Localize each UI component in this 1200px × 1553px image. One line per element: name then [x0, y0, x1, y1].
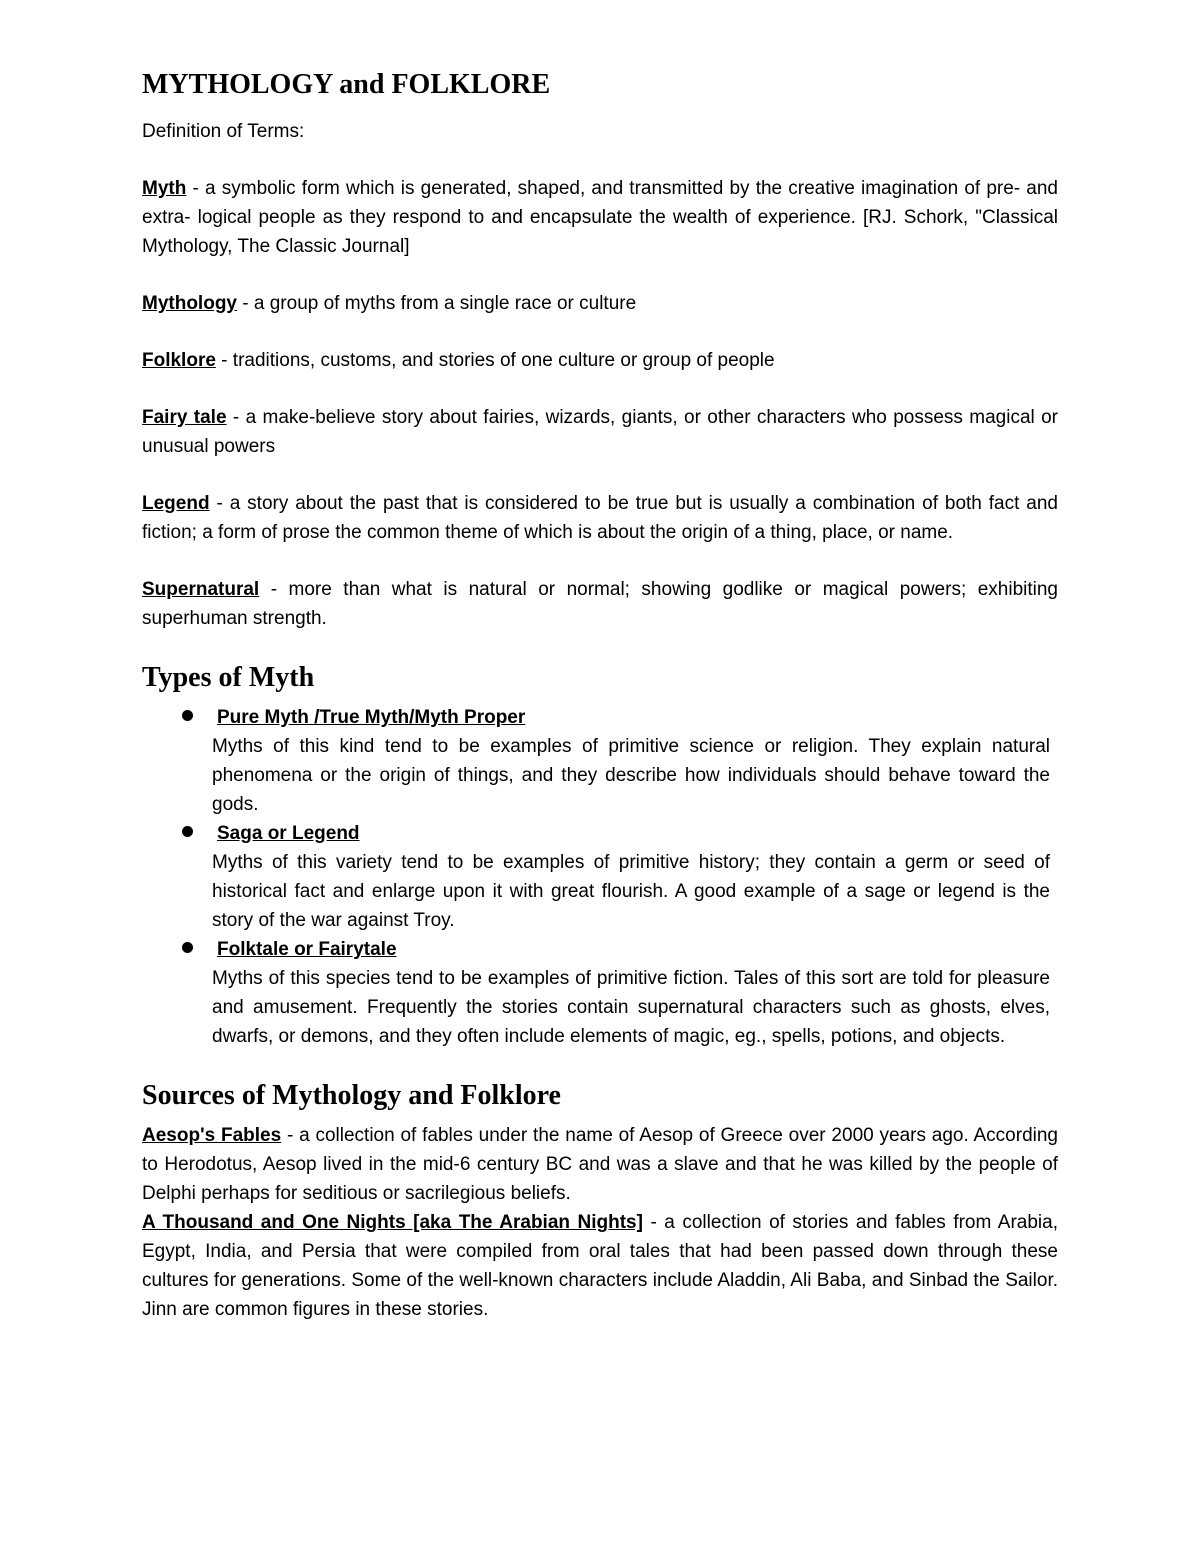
type-description: Myths of this species tend to be examples of primitive fiction. Tales of this sort are told for pleasure and amusement. Frequently the stories contain supernatural characters such as ghosts, elves, dwarfs, or demons, and they often include elements of magic, eg., spells, potions, and objects.	[212, 968, 1050, 1047]
type-description: Myths of this kind tend to be examples of primitive science or religion. They explain natural phenomena or the origin of things, and they describe how individuals should behave toward the gods.	[212, 736, 1050, 815]
types-heading: Types of Myth	[142, 662, 315, 693]
term-label: Mythology	[142, 293, 237, 314]
document-page	[142, 68, 1058, 1324]
source-aesops-fables	[142, 1121, 1058, 1208]
bullet-icon	[182, 710, 193, 721]
source-text: - a collection of stories and fables from Arabia, Egypt, India, and Persia that were compiled from oral tales that had been passed down through these cultures for generations. Some of the well-known characters include Aladdin, Ali Baba, and Sinbad the Sailor. Jinn are common figures in these stories.	[142, 1212, 1058, 1320]
sources-heading: Sources of Mythology and Folklore	[142, 1080, 561, 1111]
definition-legend	[142, 489, 1058, 547]
definition-supernatural	[142, 575, 1058, 633]
list-item	[142, 819, 1058, 935]
definition-text: - a make-believe story about fairies, wizards, giants, or other characters who possess magical or unusual powers	[142, 407, 1058, 457]
list-item	[142, 935, 1058, 1051]
term-label: Legend	[142, 493, 210, 514]
definition-text: - a group of myths from a single race or culture	[237, 293, 637, 314]
term-label: Fairy tale	[142, 407, 227, 428]
term-label: Supernatural	[142, 579, 260, 600]
definitions-subtitle: Definition of Terms:	[142, 121, 305, 142]
definition-text: - more than what is natural or normal; showing godlike or magical powers; exhibiting superhuman strength.	[142, 579, 1058, 629]
definition-mythology	[142, 289, 1058, 318]
bullet-icon	[182, 826, 193, 837]
term-label: Myth	[142, 178, 187, 199]
list-item	[142, 703, 1058, 819]
bullet-icon	[182, 942, 193, 953]
type-name: Folktale or Fairytale	[217, 939, 397, 960]
source-arabian-nights	[142, 1208, 1058, 1324]
source-text: - a collection of fables under the name of Aesop of Greece over 2000 years ago. According to Herodotus, Aesop lived in the mid-6 century BC and was a slave and that he was killed by the people of Delphi perhaps for seditious or sacrilegious beliefs.	[142, 1125, 1059, 1204]
document-title: MYTHOLOGY and FOLKLORE	[142, 69, 551, 100]
definition-myth	[142, 174, 1058, 261]
definition-text: - a story about the past that is considered to be true but is usually a combination of both fact and fiction; a form of prose the common theme of which is about the origin of a thing, place, or name.	[142, 493, 1058, 543]
type-description: Myths of this variety tend to be examples of primitive history; they contain a germ or seed of historical fact and enlarge upon it with great flourish. A good example of a sage or legend is the story of the war against Troy.	[212, 852, 1050, 931]
definition-text: - a symbolic form which is generated, shaped, and transmitted by the creative imagination of pre- and extra- logical people as they respond to and encapsulate the wealth of experience. [RJ. Schork, "Classical Mythology, The Classic Journal]	[142, 178, 1058, 257]
term-label: Folklore	[142, 350, 216, 371]
definition-text: - traditions, customs, and stories of one culture or group of people	[215, 350, 775, 371]
source-term: A Thousand and One Nights [aka The Arabian Nights]	[142, 1212, 643, 1233]
definition-fairy-tale	[142, 403, 1058, 461]
type-name: Saga or Legend	[217, 823, 360, 844]
types-list	[142, 703, 1058, 1051]
definition-folklore	[142, 346, 1058, 375]
source-term: Aesop's Fables	[142, 1125, 282, 1146]
type-name: Pure Myth /True Myth/Myth Proper	[217, 707, 526, 728]
